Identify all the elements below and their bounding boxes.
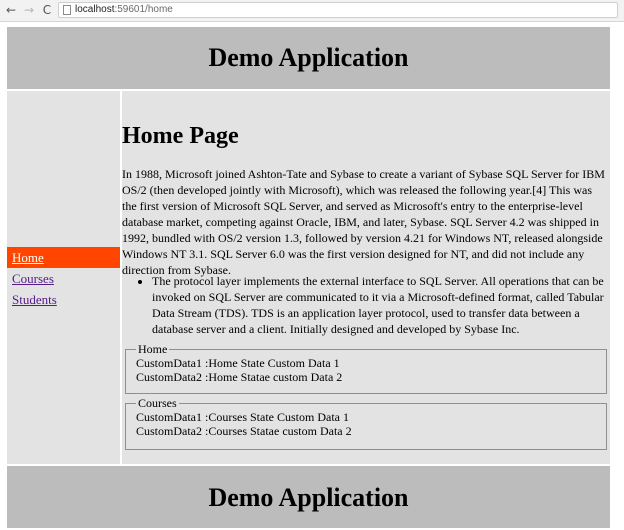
sidebar-item-students[interactable]: Students (12, 292, 57, 307)
page-icon (63, 5, 71, 15)
footer-title: Demo Application (208, 483, 409, 512)
custom-data-line: CustomData1 :Home State Custom Data 1 (136, 356, 340, 370)
url-path: :59601/home (114, 4, 173, 15)
intro-paragraph: In 1988, Microsoft joined Ashton-Tate and Sybase to create a variant of Sybase SQL Server for IBM OS/2 (then developed jointly with Microsoft), which was released the following year.[4] This was the first version of Microsoft SQL Server, and served as Microsoft's entry to the enterprise-level database market, competing against Oracle, IBM, and later, Sybase. SQL Server 4.2 was shipped in 1992, bundled with OS/2 version 1.3, followed by version 4.21 for Windows NT, released alongside Windows NT 3.1. SQL Server 6.0 was the first version designed for NT, and did not include any direction from Sybase. (122, 167, 605, 277)
reload-icon[interactable]: C (42, 3, 52, 17)
page-footer (7, 466, 610, 528)
custom-data-line: CustomData2 :Home Statae custom Data 2 (136, 370, 343, 384)
sidebar-item-home[interactable]: Home (7, 247, 120, 268)
url-text[interactable] (75, 4, 173, 16)
address-bar[interactable] (58, 2, 618, 18)
page-title: Home Page (122, 123, 239, 149)
header-title: Demo Application (208, 43, 409, 72)
page-header (7, 27, 610, 89)
url-host: localhost (75, 4, 115, 15)
sidebar (7, 91, 120, 464)
fieldset-legend: Courses (138, 396, 177, 410)
sidebar-item-courses[interactable]: Courses (12, 271, 54, 286)
sidebar-menu (7, 247, 120, 310)
main-content (122, 91, 610, 464)
custom-data-line: CustomData1 :Courses State Custom Data 1 (136, 410, 349, 424)
forward-arrow-icon[interactable]: → (23, 3, 35, 17)
fieldset-legend: Home (138, 342, 168, 356)
home-state-fieldset (125, 342, 607, 394)
back-arrow-icon[interactable]: ← (5, 3, 17, 17)
custom-data-line: CustomData2 :Courses Statae custom Data 2 (136, 424, 352, 438)
courses-state-fieldset (125, 396, 607, 450)
bullet-list (122, 273, 608, 337)
browser-toolbar (0, 0, 624, 22)
list-item: • The protocol layer implements the external interface to SQL Server. All operations that can be invoked on SQL Server are communicated to it via a Microsoft-defined format, called Tabular Data Stream (TDS). TDS is an application layer protocol, used to transfer data between a database server and a client. Initially designed and developed by Sybase Inc. (152, 273, 608, 337)
